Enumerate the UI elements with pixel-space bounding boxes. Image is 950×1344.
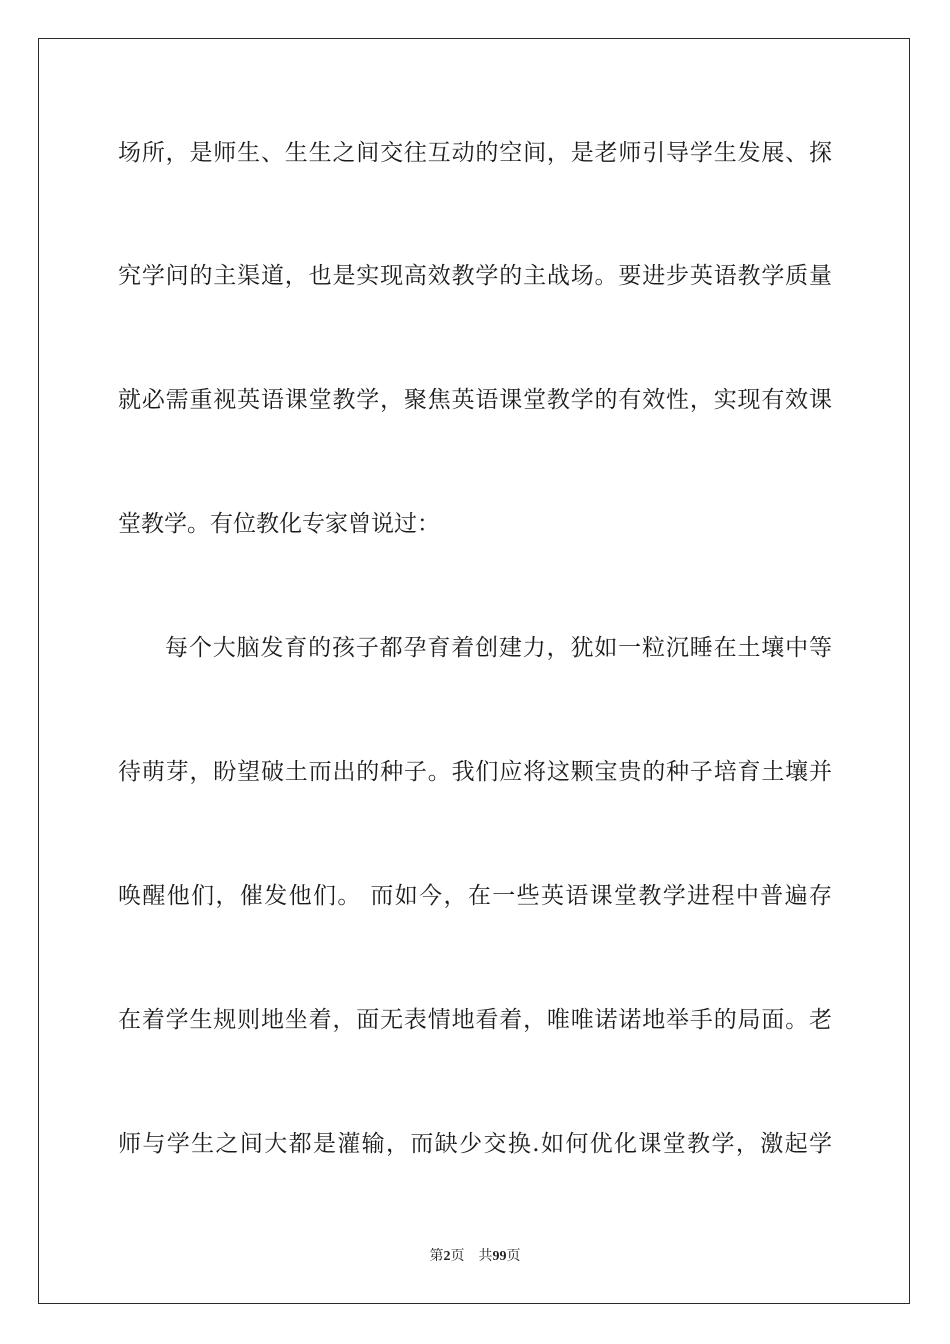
text-line-9: 师与学生之间大都是灌输，而缺少交换.如何优化课堂教学，激起学 <box>118 1131 832 1157</box>
page-suffix: 页 <box>450 1248 465 1264</box>
text-line-8: 在着学生规则地坐着，面无表情地看着，唯唯诺诺地举手的局面。老 <box>118 1007 832 1033</box>
total-prefix: 共 <box>478 1248 493 1264</box>
total-pages: 99 <box>492 1249 507 1264</box>
text-line-2: 究学问的主渠道，也是实现高效教学的主战场。要进步英语教学质量 <box>118 263 832 289</box>
total-suffix: 页 <box>506 1248 521 1264</box>
page-border <box>38 38 910 1304</box>
text-line-4: 堂教学。有位教化专家曾说过： <box>118 511 440 537</box>
page-footer <box>0 1247 950 1266</box>
text-line-5: 每个大脑发育的孩子都孕育着创建力，犹如一粒沉睡在土壤中等 <box>165 635 832 661</box>
text-line-3: 就必需重视英语课堂教学，聚焦英语课堂教学的有效性，实现有效课 <box>118 387 832 413</box>
text-line-6: 待萌芽，盼望破土而出的种子。我们应将这颗宝贵的种子培育土壤并 <box>118 759 832 785</box>
page-number: 2 <box>443 1249 451 1264</box>
text-line-7: 唤醒他们，催发他们。 而如今，在一些英语课堂教学进程中普遍存 <box>118 883 832 909</box>
text-line-1: 场所，是师生、生生之间交往互动的空间，是老师引导学生发展、探 <box>118 140 832 166</box>
page-prefix: 第 <box>429 1248 444 1264</box>
